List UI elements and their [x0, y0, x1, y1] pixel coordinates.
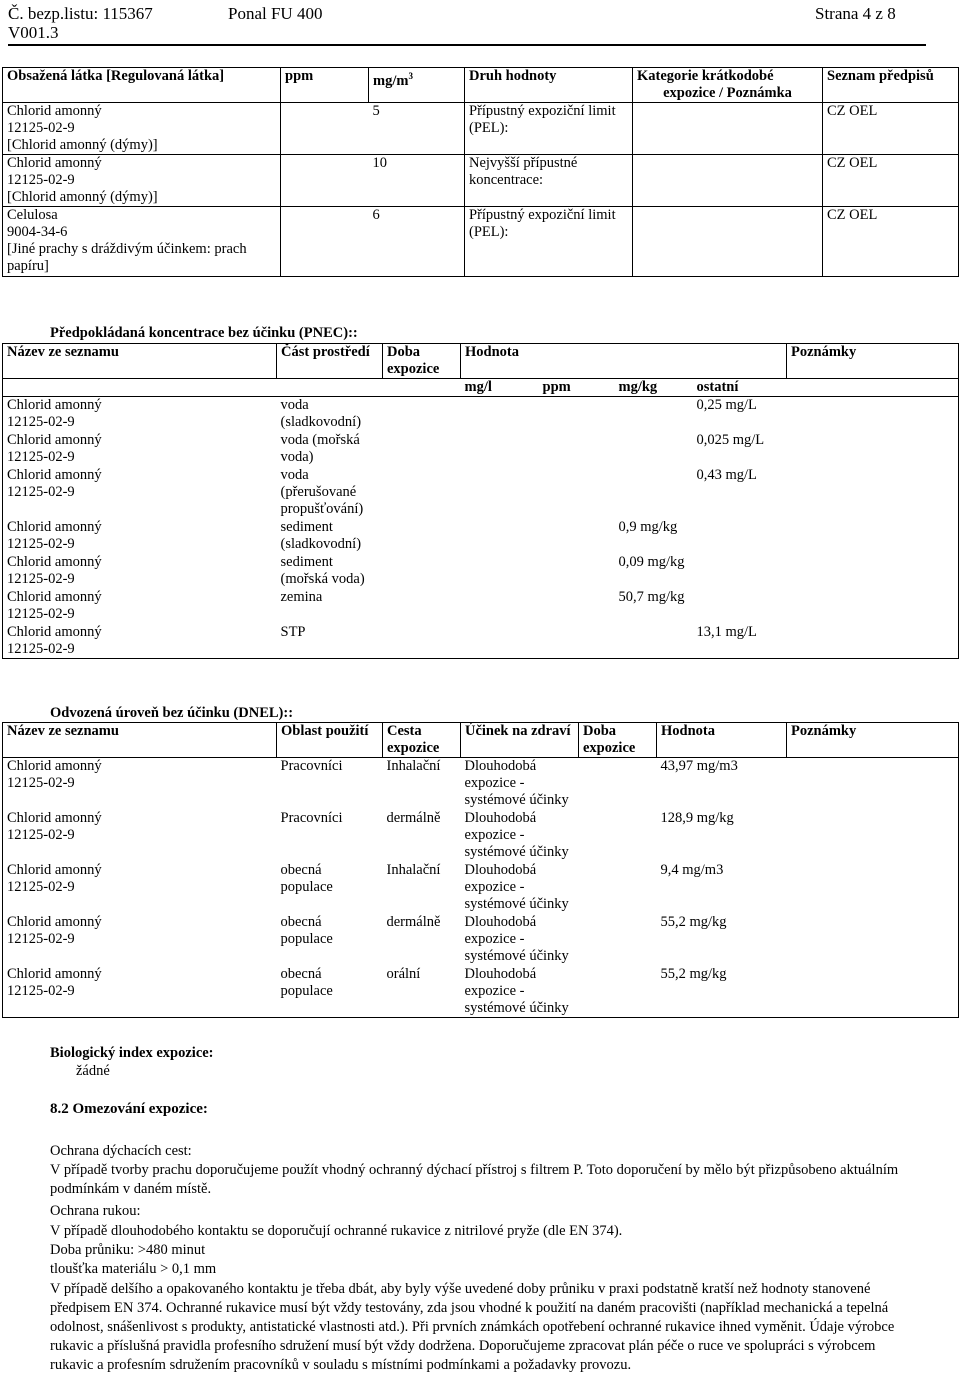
pnec-mgl	[461, 519, 539, 554]
pnec-header-mgkg: mg/kg	[615, 379, 693, 397]
oel-mg: 6	[369, 207, 465, 277]
oel-type: Přípustný expoziční limit (PEL):	[465, 103, 633, 155]
dnel-name: Chlorid amonný 12125-02-9	[3, 810, 277, 862]
pnec-notes	[787, 397, 959, 432]
pnec-duration	[383, 432, 461, 467]
dnel-value: 55,2 mg/kg	[660, 913, 727, 930]
oel-header-list: Seznam předpisů	[823, 68, 959, 103]
oel-header-mgm3: $mg/m^3$	[369, 68, 465, 103]
pnec-duration	[383, 519, 461, 554]
dnel-effect: Dlouhodobá expozice - systémové účinky	[461, 758, 657, 810]
exposure-limits-title: 8.2 Omezování expozice:	[50, 1101, 208, 1117]
pnec-ppm	[539, 432, 615, 467]
oel-substance: Celulosa 9004-34-6 [Jiné prachy s dráždivým účinkem: prach papíru]	[3, 207, 281, 277]
pnec-other: 13,1 mg/L	[693, 624, 787, 659]
dnel-route: dermálně	[386, 913, 441, 930]
pnec-env: voda (mořská voda)	[280, 431, 360, 465]
pnec-mgkg: 0,9 mg/kg	[618, 518, 678, 535]
oel-category	[633, 103, 823, 155]
dnel-row	[3, 966, 959, 1018]
pnec-other: 0,025 mg/L	[696, 431, 765, 448]
dnel-effect: Dlouhodobá expozice - systémové účinky	[464, 809, 569, 860]
respiratory-text: V případě tvorby prachu doporučujeme použít vhodný ochranný dýchací přístroj s filtrem P. Toto doporučení by mělo být přizpůsobeno aktuálním podmínkám v daném místě.	[50, 1162, 899, 1197]
pnec-ppm	[539, 397, 615, 432]
oel-row	[3, 207, 959, 277]
dnel-area: Pracovníci	[277, 758, 383, 810]
pnec-mgkg	[615, 397, 693, 432]
oel-list: CZ OEL	[823, 207, 959, 277]
pnec-row	[3, 554, 959, 589]
pnec-env: voda (přerušované propušťování)	[280, 466, 364, 517]
dnel-row	[3, 810, 959, 862]
dnel-area: Pracovníci	[280, 809, 343, 826]
dnel-route: Inhalační	[386, 861, 441, 878]
pnec-mgl	[461, 589, 539, 624]
pnec-header-mgl: mg/l	[461, 379, 539, 397]
pnec-ppm	[539, 467, 615, 519]
oel-ppm	[281, 155, 369, 207]
bio-title: Biologický index expozice:	[50, 1045, 214, 1061]
oel-mg: 10	[369, 155, 465, 207]
oel-header-row	[3, 68, 959, 103]
oel-substance: Chlorid amonný 12125-02-9 [Chlorid amonný (dýmy)]	[3, 103, 281, 155]
dnel-effect: Dlouhodobá expozice - systémové účinky	[461, 966, 657, 1018]
oel-header-category: Kategorie krátkodobé expozice / Poznámka	[633, 68, 823, 103]
pnec-duration	[383, 624, 461, 659]
dnel-name: Chlorid amonný 12125-02-9	[3, 914, 277, 966]
pnec-other: 0,25 mg/L	[693, 397, 787, 432]
pnec-env: sediment (sladkovodní)	[280, 518, 362, 552]
dnel-area: obecná populace	[280, 861, 333, 895]
dnel-header-effect: Účinek na zdraví	[461, 723, 579, 758]
oel-table	[2, 67, 959, 277]
dnel-header-value: Hodnota	[657, 723, 787, 758]
pnec-duration	[383, 397, 461, 432]
pnec-other: 0,43 mg/L	[696, 466, 757, 483]
pnec-name: Chlorid amonný 12125-02-9	[3, 519, 277, 554]
pnec-mgl	[461, 397, 539, 432]
oel-list: CZ OEL	[823, 155, 959, 207]
pnec-env: voda (sladkovodní)	[277, 397, 383, 432]
pnec-header-other: ostatní	[693, 379, 787, 397]
pnec-notes	[787, 519, 959, 554]
product-name: Ponal FU 400	[228, 4, 323, 23]
oel-substance: Chlorid amonný 12125-02-9 [Chlorid amonný (dýmy)]	[3, 155, 281, 207]
pnec-notes	[787, 432, 959, 467]
pnec-mgkg	[615, 467, 693, 519]
pnec-mgl	[461, 624, 539, 659]
pnec-duration	[383, 554, 461, 589]
pnec-header-row	[3, 344, 959, 379]
pnec-name: Chlorid amonný 12125-02-9	[3, 397, 277, 432]
dnel-row	[3, 914, 959, 966]
hand-protection-text: V případě delšího a opakovaného kontaktu je třeba dbát, aby byly výše uvedené doby průniku v praxi podstatně kratší než hodnoty stanovené předpisem EN 374. Ochranné rukavice musí být vždy testovány, zda jsou vhodné k použití na daném pracovišti (například mechanická a tepelná odolnost, snášenlivost s produkty, antistatické vlastnosti atd.). Při prvních známkách opotřebení ochranné rukavice ihned vyměnit. Údaje výrobce rukavic a příslušná pravidla profesního sdružení musí být vždy dodržena. Doporučujeme zpracovat plán péče o ruce ve spolupráci s výrobcem rukavic a profesním sdružením pracovníků v souladu s místními podmínkami a požadavky provozu.	[50, 1281, 895, 1373]
pnec-env: STP	[277, 624, 383, 659]
pnec-mgkg	[615, 432, 693, 467]
dnel-title: Odvozená úroveň bez účinku (DNEL)::	[50, 705, 294, 721]
dnel-notes	[787, 758, 959, 810]
pnec-header-env: Část prostředí	[277, 344, 383, 379]
dnel-name: Chlorid amonný 12125-02-9	[3, 862, 277, 914]
oel-header-type: Druh hodnoty	[465, 68, 633, 103]
dnel-header-name: Název ze seznamu	[3, 723, 277, 758]
pnec-other	[693, 519, 787, 554]
hand-protection-line3: tloušťka materiálu > 0,1 mm	[50, 1261, 217, 1277]
pnec-mgkg: 0,09 mg/kg	[618, 553, 685, 570]
pnec-notes	[787, 589, 959, 624]
oel-ppm	[281, 103, 369, 155]
dnel-value: 55,2 mg/kg	[657, 966, 787, 1018]
dnel-header-duration: Doba expozice	[579, 723, 657, 758]
oel-mg: 5	[369, 103, 465, 155]
pnec-env: sediment (mořská voda)	[280, 553, 365, 587]
dnel-value: 43,97 mg/m3	[657, 758, 787, 810]
pnec-duration	[383, 589, 461, 624]
dnel-notes	[787, 966, 959, 1018]
pnec-other	[693, 589, 787, 624]
pnec-mgkg	[615, 624, 693, 659]
oel-row	[3, 103, 959, 155]
dnel-value: 128,9 mg/kg	[660, 809, 734, 826]
dnel-area: obecná populace	[280, 913, 333, 947]
hand-protection-line2: Doba průniku: >480 minut	[50, 1242, 206, 1258]
pnec-row	[3, 519, 959, 554]
pnec-ppm	[539, 554, 615, 589]
dnel-row	[3, 758, 959, 810]
pnec-title: Předpokládaná koncentrace bez účinku (PNEC)::	[50, 325, 358, 341]
pnec-ppm	[539, 589, 615, 624]
oel-header-ppm: ppm	[281, 68, 369, 103]
pnec-ppm	[539, 519, 615, 554]
oel-ppm	[281, 207, 369, 277]
dnel-row	[3, 862, 959, 914]
dnel-route: dermálně	[386, 809, 441, 826]
pnec-ppm	[539, 624, 615, 659]
pnec-mgl	[461, 432, 539, 467]
pnec-other	[693, 554, 787, 589]
oel-type: Nejvyšší přípustné koncentrace:	[465, 155, 633, 207]
dnel-header-route: Cesta expozice	[383, 723, 461, 758]
pnec-row	[3, 467, 959, 519]
pnec-row	[3, 397, 959, 432]
respiratory-title: Ochrana dýchacích cest:	[50, 1143, 192, 1159]
header-rule	[8, 44, 926, 46]
pnec-row	[3, 624, 959, 659]
dnel-name: Chlorid amonný 12125-02-9	[3, 966, 277, 1018]
pnec-mgkg: 50,7 mg/kg	[618, 588, 685, 605]
pnec-name: Chlorid amonný 12125-02-9	[3, 432, 277, 467]
sheet-number: Č. bezp.listu: 115367	[8, 4, 153, 23]
dnel-effect: Dlouhodobá expozice - systémové účinky	[464, 861, 569, 912]
pnec-header-duration: Doba expozice	[383, 344, 461, 379]
dnel-header-area: Oblast použití	[277, 723, 383, 758]
dnel-header-row	[3, 723, 959, 758]
pnec-mgl	[461, 554, 539, 589]
oel-header-substance: Obsažená látka [Regulovaná látka]	[3, 68, 281, 103]
pnec-mgl	[461, 467, 539, 519]
pnec-header-name: Název ze seznamu	[3, 344, 277, 379]
pnec-name: Chlorid amonný 12125-02-9	[3, 624, 277, 659]
dnel-route: Inhalační	[383, 758, 461, 810]
dnel-header-notes: Poznámky	[787, 723, 959, 758]
hand-protection-line1: V případě dlouhodobého kontaktu se doporučují ochranné rukavice z nitrilové pryže (dle EN 374).	[50, 1223, 623, 1239]
dnel-notes	[787, 862, 959, 914]
pnec-subheader-row	[3, 379, 959, 397]
dnel-area: obecná populace	[277, 966, 383, 1018]
pnec-table	[2, 343, 959, 659]
pnec-header-notes: Poznámky	[787, 344, 959, 379]
version: V001.3	[8, 23, 59, 42]
pnec-notes	[787, 554, 959, 589]
dnel-notes	[787, 810, 959, 862]
dnel-name: Chlorid amonný 12125-02-9	[3, 758, 277, 810]
oel-list: CZ OEL	[823, 103, 959, 155]
oel-category	[633, 207, 823, 277]
pnec-row	[3, 589, 959, 624]
hand-protection-title: Ochrana rukou:	[50, 1203, 141, 1219]
pnec-name: Chlorid amonný 12125-02-9	[3, 554, 277, 589]
bio-value: žádné	[76, 1063, 110, 1079]
dnel-route: orální	[383, 966, 461, 1018]
pnec-header-ppm: ppm	[539, 379, 615, 397]
dnel-value: 9,4 mg/m3	[660, 861, 724, 878]
oel-row	[3, 155, 959, 207]
pnec-name: Chlorid amonný 12125-02-9	[3, 589, 277, 624]
dnel-notes	[787, 914, 959, 966]
pnec-header-value: Hodnota	[461, 344, 787, 379]
pnec-name: Chlorid amonný 12125-02-9	[3, 467, 277, 519]
pnec-notes	[787, 624, 959, 659]
oel-category	[633, 155, 823, 207]
pnec-row	[3, 432, 959, 467]
dnel-effect: Dlouhodobá expozice - systémové účinky	[464, 913, 569, 964]
dnel-table	[2, 722, 959, 1018]
pnec-env: zemina	[280, 588, 323, 605]
pnec-notes	[787, 467, 959, 519]
page-number: Strana 4 z 8	[815, 4, 896, 23]
pnec-duration	[383, 467, 461, 519]
oel-type: Přípustný expoziční limit (PEL):	[465, 207, 633, 277]
